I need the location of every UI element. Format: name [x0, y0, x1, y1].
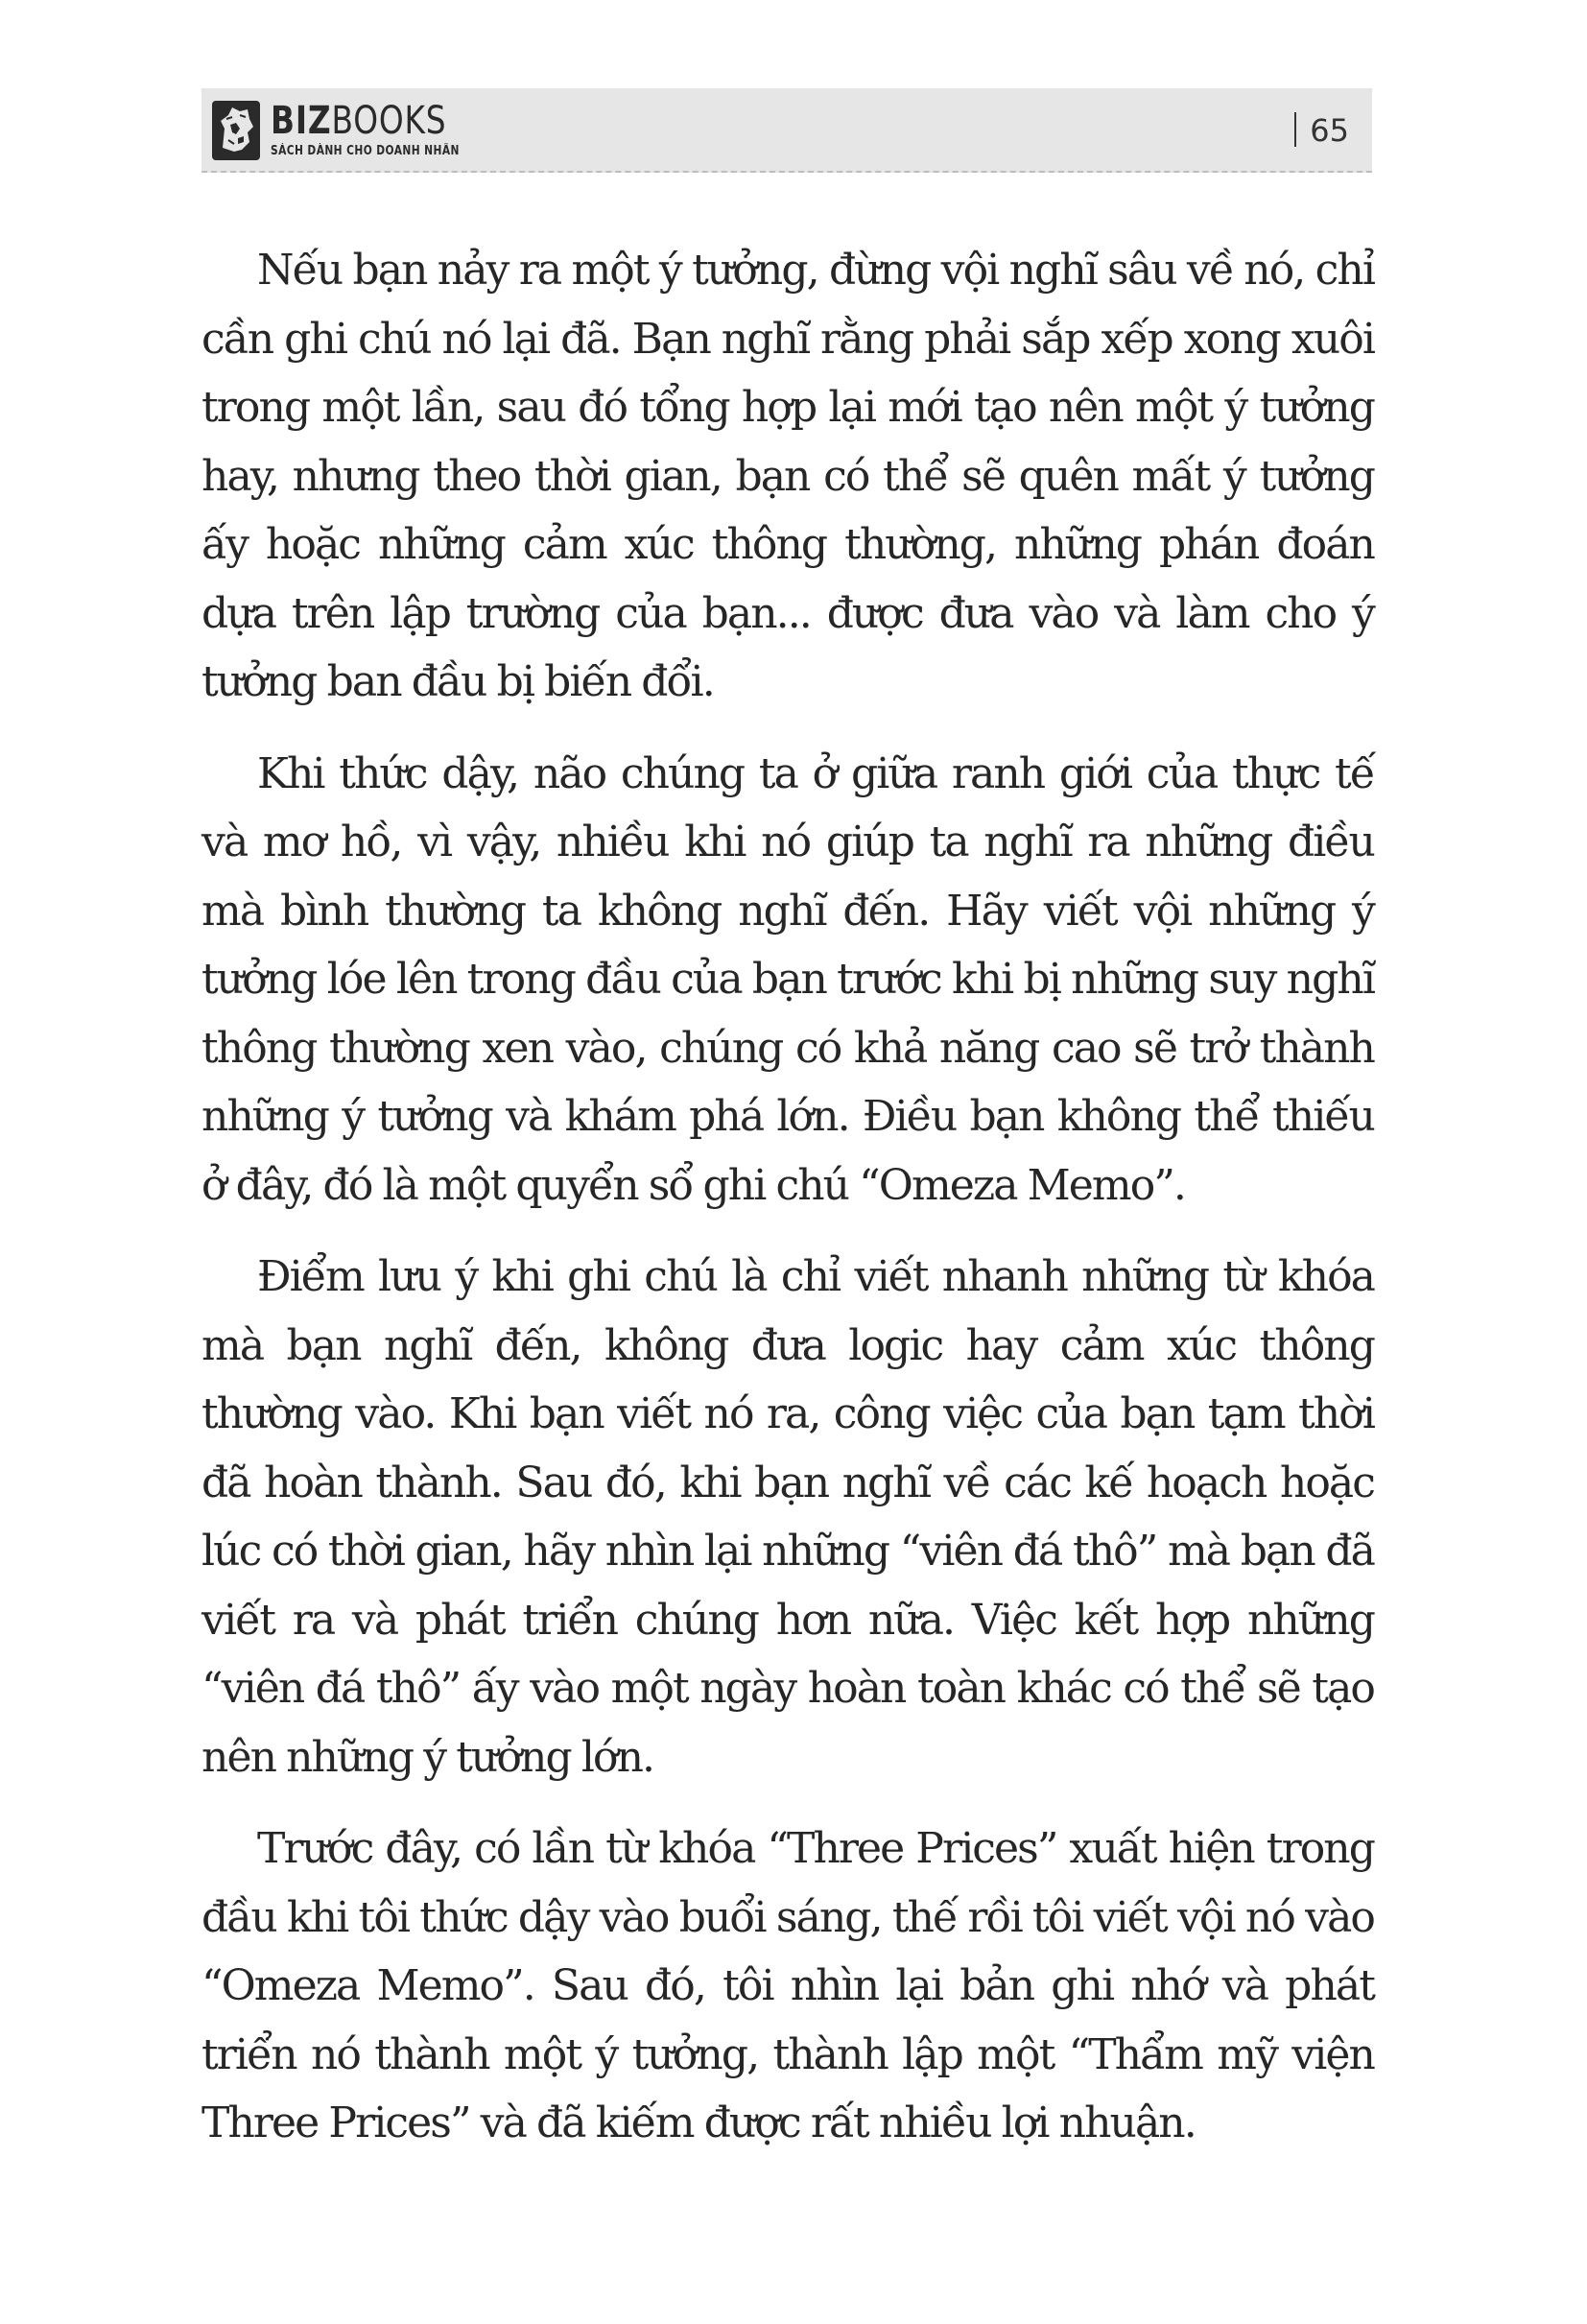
publisher-logo	[211, 96, 501, 165]
paragraph-2: Khi thức dậy, não chúng ta ở giữa ranh giới của thực tế và mơ hồ, vì vậy, nhiều khi nó giúp ta nghĩ ra những điều mà bình thường ta không nghĩ đến. Hãy viết vội những ý tưởng lóe lên trong đầu của bạn trước khi bị những suy nghĩ thông thường xen vào, chúng có khả năng cao sẽ trở thành những ý tưởng và khám phá lớn. Điều bạn không thể thiếu ở đây, đó là một quyển sổ ghi chú “Omeza Memo”.	[201, 748, 1374, 1210]
page-number-divider	[1294, 112, 1296, 147]
paragraph-3: Điểm lưu ý khi ghi chú là chỉ viết nhanh những từ khóa mà bạn nghĩ đến, không đưa logic hay cảm xúc thông thường vào. Khi bạn viết nó ra, công việc của bạn tạm thời đã hoàn thành. Sau đó, khi bạn nghĩ về các kế hoạch hoặc lúc có thời gian, hãy nhìn lại những “viên đá thô” mà bạn đã viết ra và phát triển chúng hơn nữa. Việc kết hợp những “viên đá thô” ấy vào một ngày hoàn toàn khác có thể sẽ tạo nên những ý tưởng lớn.	[201, 1252, 1374, 1782]
paragraph-1: Nếu bạn nảy ra một ý tưởng, đừng vội nghĩ sâu về nó, chỉ cần ghi chú nó lại đã. Bạn nghĩ rằng phải sắp xếp xong xuôi trong một lần, sau đó tổng hợp lại mới tạo nên một ý tưởng hay, nhưng theo thời gian, bạn có thể sẽ quên mất ý tưởng ấy hoặc những cảm xúc thông thường, những phán đoán dựa trên lập trường của bạn... được đưa vào và làm cho ý tưởng ban đầu bị biến đổi.	[201, 246, 1374, 706]
paragraph-4: Trước đây, có lần từ khóa “Three Prices” xuất hiện trong đầu khi tôi thức dậy vào buổi sáng, thế rồi tôi viết vội nó vào “Omeza Memo”. Sau đó, tôi nhìn lại bản ghi nhớ và phát triển nó thành một ý tưởng, thành lập một “Thẩm mỹ viện Three Prices” và đã kiếm được rất nhiều lợi nhuận.	[201, 1824, 1374, 2147]
page-number: 65	[1294, 107, 1349, 154]
body-text	[201, 236, 1374, 2181]
lion-head-icon	[211, 100, 261, 161]
brand-name: BIZBOOKS	[271, 99, 447, 143]
page-header	[201, 88, 1372, 173]
brand-tagline: SÁCH DÀNH CHO DOANH NHÂN	[271, 144, 460, 158]
